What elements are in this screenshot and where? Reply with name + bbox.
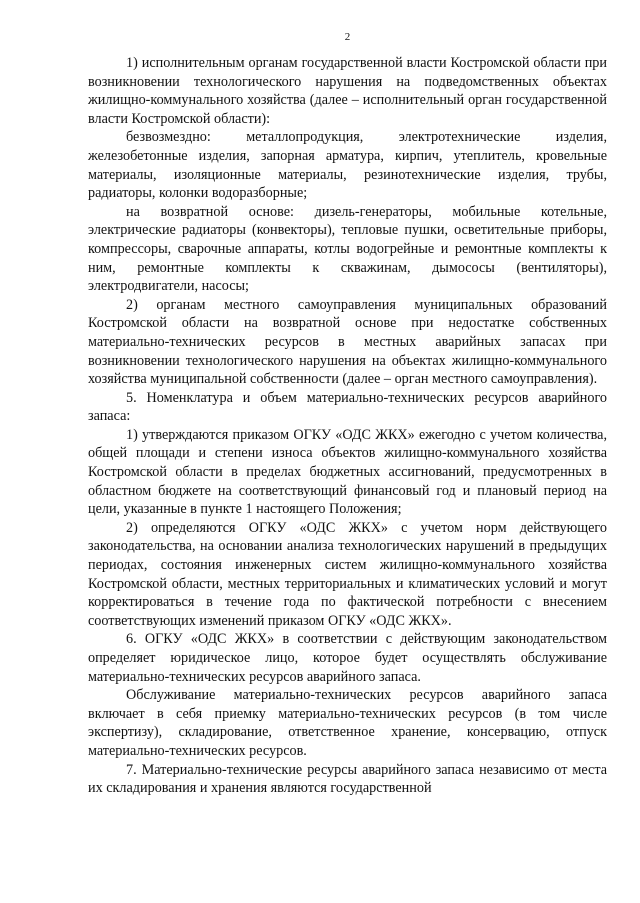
paragraph-section-5-item-1: 1) утверждаются приказом ОГКУ «ОДС ЖКХ» ежегодно с учетом количества, общей площади и степени износа объектов жилищно-коммунального хозяйства Костромской области в пределах бюджетных ассигнований, предусмотренных в областном бюджете на соответствующий финансовый год и плановый период на цели, указанные в пункте 1 настоящего Положения; xyxy=(88,426,607,518)
paragraph-section-5: 5. Номенклатура и объем материально-технических ресурсов аварийного запаса: xyxy=(88,389,607,425)
paragraph-local-government: 2) органам местного самоуправления муниципальных образований Костромской области на возвратной основе при недостатке собственных материально-технических ресурсов в местных аварийных запасах при возникновении технологического нарушения на объектах жилищно-коммунального хозяйства муниципальной собственности (далее – орган местного самоуправления). xyxy=(88,296,607,388)
paragraph-maintenance: Обслуживание материально-технических ресурсов аварийного запаса включает в себя приемку материально-технических ресурсов (в том числе экспертизу), складирование, ответственное хранение, консервацию, отпуск материально-технических ресурсов. xyxy=(88,687,607,759)
paragraph-section-6: 6. ОГКУ «ОДС ЖКХ» в соответствии с действующим законодательством определяет юридическое лицо, которое будет осуществлять обслуживание материально-технических ресурсов аварийного запаса. xyxy=(88,631,607,685)
paragraph-executive-bodies: 1) исполнительным органам государственной власти Костромской области при возникновении технологического нарушения на подведомственных объектах жилищно-коммунального хозяйства (далее – исполнительный орган государственной власти Костромской области): xyxy=(88,55,607,127)
document-body xyxy=(88,54,607,798)
paragraph-section-5-item-2: 2) определяются ОГКУ «ОДС ЖКХ» с учетом норм действующего законодательства, на основании анализа технологических нарушений в предыдущих периодах, состояния инженерных систем жилищно-коммунального хозяйства Костромской области, местных территориальных и климатических условий и могут корректироваться в течение года по фактической потребности с внесением соответствующих изменений приказом ОГКУ «ОДС ЖКХ». xyxy=(88,519,607,629)
page-number: 2 xyxy=(344,31,351,43)
paragraph-section-7: 7. Материально-технические ресурсы аварийного запаса независимо от места их складирования и хранения являются государственной xyxy=(88,761,607,797)
paragraph-free-of-charge: безвозмездно: металлопродукция, электротехнические изделия, железобетонные изделия, запорная арматура, кирпич, утеплитель, кровельные материалы, изоляционные материалы, резинотехнические изделия, трубы, радиаторы, колонки водоразборные; xyxy=(88,129,607,202)
paragraph-returnable-basis: на возвратной основе: дизель-генераторы, мобильные котельные, электрические радиаторы (конвекторы), тепловые пушки, осветительные приборы, компрессоры, сварочные аппараты, котлы водогрейные и ремонтные комплекты к ним, ремонтные комплекты к скважинам, дымососы (вентиляторы), электродвигатели, насосы; xyxy=(88,203,607,295)
